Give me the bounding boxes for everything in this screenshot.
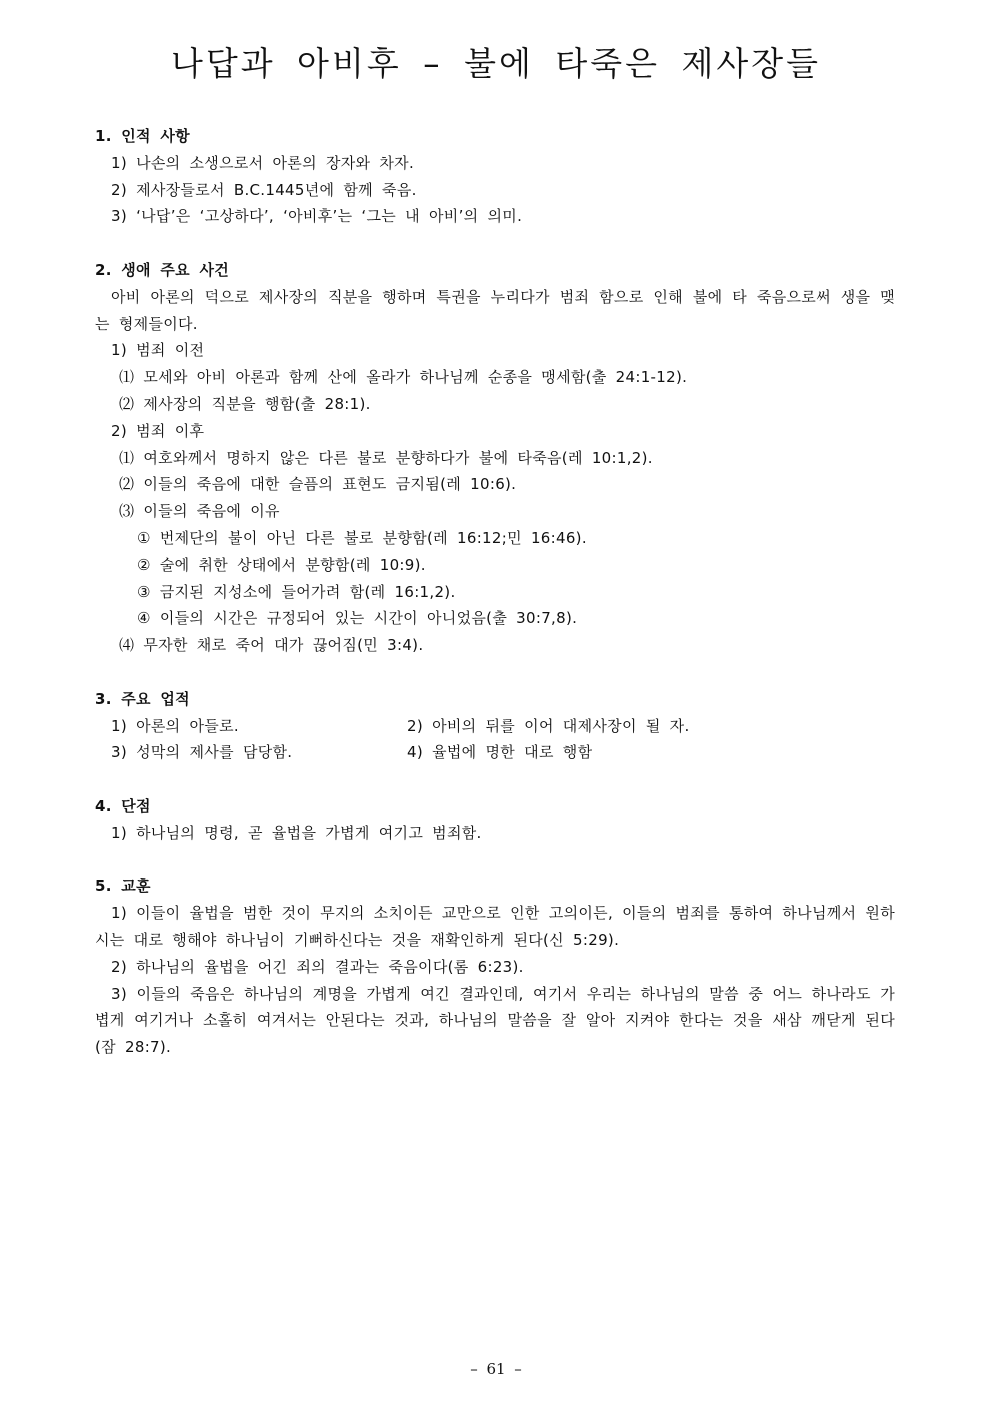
section-heading: 4. 단점	[95, 796, 151, 815]
list-row	[95, 713, 895, 740]
list-item: 1) 하나님의 명령, 곧 율법을 가볍게 여기고 범죄함.	[111, 823, 482, 842]
list-item: 3) 성막의 제사를 담당함.	[111, 743, 293, 762]
spacer	[95, 766, 895, 793]
list-item: ⑴ 모세와 아비 아론과 함께 산에 올라가 하나님께 순종을 맹세함(출 24:1-12).	[119, 368, 688, 387]
lesson-paragraph: 2) 하나님의 율법을 어긴 죄의 결과는 죽음이다(롬 6:23).	[111, 957, 524, 976]
list-row	[95, 739, 895, 766]
lesson-paragraph: 1) 이들이 율법을 범한 것이 무지의 소치이든 교만으로 인한 고의이든, 이들의 범죄를 통하여 하나님께서 원하시는 대로 행해야 하나님이 기뻐하신다는 것을 재확인하게 된다(신 5:29).	[95, 904, 895, 949]
section-life-events	[95, 257, 895, 659]
section-heading: 1. 인적 사항	[95, 127, 190, 145]
page-number: – 61 –	[470, 1360, 522, 1378]
section-lessons	[95, 873, 895, 1061]
spacer	[95, 847, 895, 874]
list-item: ⑵ 이들의 죽음에 대한 슬픔의 표현도 금지됨(레 10:6).	[119, 475, 517, 494]
list-item: ⑷ 무자한 채로 죽어 대가 끊어짐(민 3:4).	[119, 636, 424, 655]
list-item: 1) 아론의 아들로.	[111, 716, 239, 735]
spacer	[95, 230, 895, 257]
document-body	[95, 123, 895, 1061]
list-item: ⑵ 제사장의 직분을 행함(출 28:1).	[119, 394, 371, 413]
sub-heading: 2) 범죄 이후	[111, 421, 205, 440]
list-item: 1) 나손의 소생으로서 아론의 장자와 차자.	[111, 153, 415, 172]
sub-heading: 1) 범죄 이전	[111, 341, 205, 360]
section-heading: 3. 주요 업적	[95, 689, 190, 708]
list-item: 3) ‘나답’은 ‘고상하다’, ‘아비후’는 ‘그는 내 아비’의 의미.	[111, 207, 523, 226]
section-achievements	[95, 686, 895, 766]
section-heading: 5. 교훈	[95, 877, 151, 896]
reason-item: ③ 금지된 지성소에 들어가려 함(레 16:1,2).	[137, 582, 456, 601]
section-heading: 2. 생애 주요 사건	[95, 260, 230, 279]
reason-item: ④ 이들의 시간은 규정되어 있는 시간이 아니었음(출 30:7,8).	[137, 609, 578, 628]
list-item: 4) 율법에 명한 대로 행함	[407, 743, 593, 762]
section-personal-info	[95, 123, 895, 230]
list-item: ⑴ 여호와께서 명하지 않은 다른 불로 분향하다가 불에 타죽음(레 10:1,2).	[119, 448, 653, 467]
spacer	[95, 659, 895, 686]
lesson-paragraph: 3) 이들의 죽음은 하나님의 계명을 가볍게 여긴 결과인데, 여기서 우리는 하나님의 말씀 중 어느 하나라도 가볍게 여기거나 소홀히 여겨서는 안된다는 것과, 하나님의 말씀을 잘 알아 지켜야 한다는 것을 새삼 깨닫게 된다(잠 28:7).	[95, 984, 895, 1057]
list-item: 2) 제사장들로서 B.C.1445년에 함께 죽음.	[111, 180, 417, 199]
list-item: ⑶ 이들의 죽음에 이유	[119, 502, 280, 521]
reason-item: ② 술에 취한 상태에서 분향함(레 10:9).	[137, 555, 426, 574]
reason-item: ① 번제단의 불이 아닌 다른 불로 분향함(레 16:12;민 16:46).	[137, 528, 587, 547]
section-weaknesses	[95, 793, 895, 847]
page-title: 나답과 아비후 – 불에 타죽은 제사장들	[170, 44, 822, 83]
list-item: 2) 아비의 뒤를 이어 대제사장이 될 자.	[407, 716, 690, 735]
intro-paragraph: 아비 아론의 덕으로 제사장의 직분을 행하며 특권을 누리다가 범죄 함으로 인해 불에 타 죽음으로써 생을 맺는 형제들이다.	[95, 287, 895, 333]
